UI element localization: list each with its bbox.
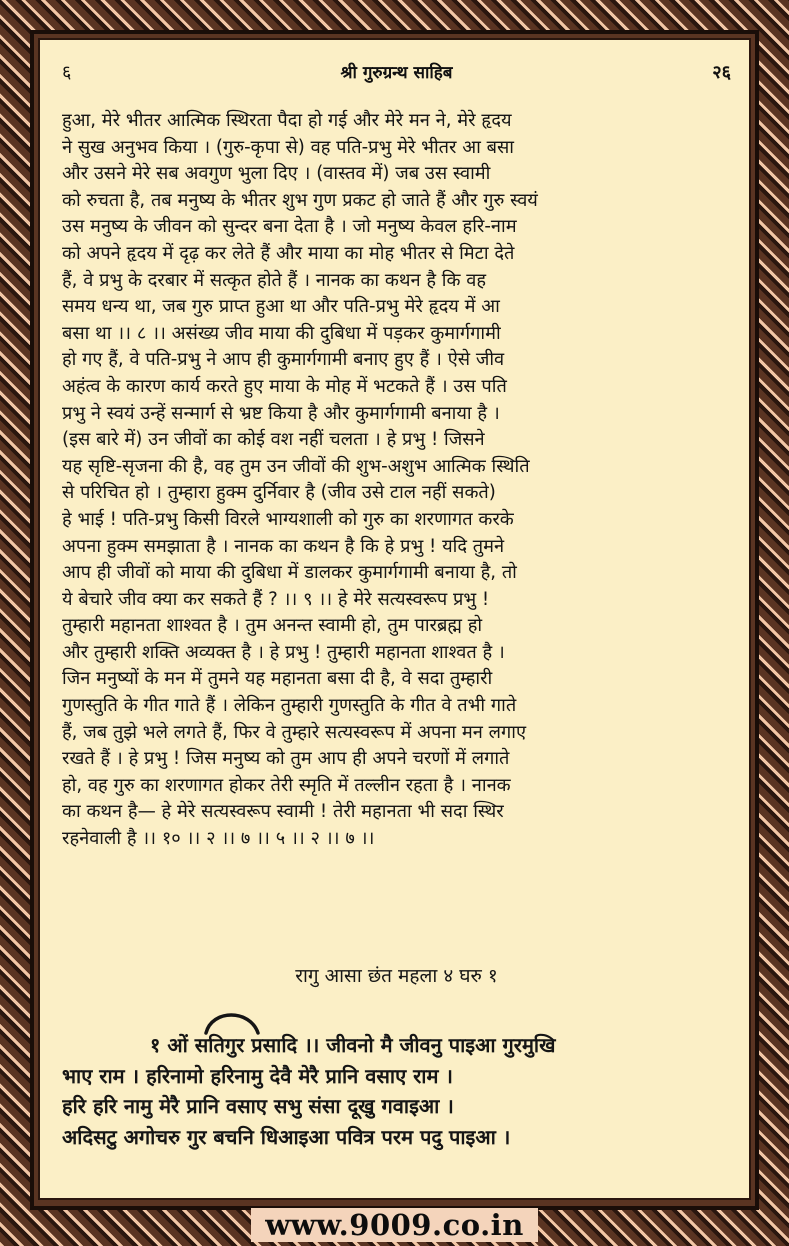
text-line: हुआ, मेरे भीतर आत्मिक स्थिरता पैदा हो गई और मेरे मन ने, मेरे हृदय: [62, 110, 512, 131]
text-line: हो, वह गुरु का शरणागत होकर तेरी स्मृति में तल्लीन रहता है । नानक: [62, 774, 511, 796]
scripture-page: [38, 38, 751, 1200]
text-line: गुणस्तुति के गीत गाते हैं । लेकिन तुम्हारी गुणस्तुति के गीत वे तभी गाते: [62, 695, 517, 717]
verse-line: भाए राम । हरिनामो हरिनामु देवै मेरै प्रानि वसाए राम ।: [62, 1063, 453, 1088]
text-line: यह सृष्टि-सृजना की है, वह तुम उन जीवों की शुभ-अशुभ आत्मिक स्थिति: [62, 455, 530, 477]
website-watermark: [0, 1208, 789, 1244]
text-line: को रुचता है, तब मनुष्य के भीतर शुभ गुण प्रकट हो जाते हैं और गुरु स्वयं: [62, 189, 538, 211]
text-line: का कथन है— हे मेरे सत्यस्वरूप स्वामी ! तेरी महानता भी सदा स्थिर: [62, 801, 504, 823]
text-line: और उसने मेरे सब अवगुण भुला दिए । (वास्तव में) जब उस स्वामी: [62, 163, 491, 185]
text-line: समय धन्य था, जब गुरु प्राप्त हुआ था और पति-प्रभु मेरे हृदय में आ: [62, 296, 500, 318]
text-line: रहनेवाली है ।। १० ।। २ ।। ७ ।। ५ ।। २ ।। ७ ।।: [62, 828, 375, 850]
text-line: तुम्हारी महानता शाश्वत है । तुम अनन्त स्वामी हो, तुम पारब्रह्म हो: [62, 615, 483, 637]
verse-line: हरि हरि नामु मेरै प्रानि वसाए सभु संसा दूखु गवाइआ ।: [62, 1094, 454, 1118]
text-line: और तुम्हारी शक्ति अव्यक्त है । हे प्रभु ! तुम्हारी महानता शाश्वत है ।: [62, 641, 505, 663]
text-line: रखते हैं । हे प्रभु ! जिस मनुष्य को तुम आप ही अपने चरणों में लगाते: [62, 748, 510, 770]
text-line: हैं, जब तुझे भले लगते हैं, फिर वे तुम्हारे सत्यस्वरूप में अपना मन लगाए: [62, 721, 527, 743]
page-header: [40, 60, 753, 90]
text-line: बसा था ।। ८ ।। असंख्य जीव माया की दुबिधा में पड़कर कुमार्गगामी: [62, 322, 501, 344]
text-line: हो गए हैं, वे पति-प्रभु ने आप ही कुमार्गगामी बनाए हुए हैं । ऐसे जीव: [62, 349, 505, 371]
page-number: २६: [712, 62, 731, 83]
text-line: (इस बारे में) उन जीवों का कोई वश नहीं चलता । हे प्रभु ! जिसने: [62, 429, 485, 451]
text-line: ने सुख अनुभव किया । (गुरु-कृपा से) वह पति-प्रभु मेरे भीतर आ बसा: [62, 136, 515, 158]
gurbani-verse: [62, 1030, 752, 1152]
text-line: हे भाई ! पति-प्रभु किसी विरले भाग्यशाली को गुरु का शरणागत करके: [62, 508, 514, 530]
section-heading: रागु आसा छंत महला ४ घरु १: [295, 965, 498, 987]
text-line: को अपने हृदय में दृढ़ कर लेते हैं और माया का मोह भीतर से मिटा देते: [62, 242, 515, 264]
page-title: श्री गुरुग्रन्थ साहिब: [340, 63, 453, 83]
text-line: अहंत्व के कारण कार्य करते हुए माया के मोह में भटकते हैं । उस पति: [62, 375, 507, 397]
text-line: आप ही जीवों को माया की दुबिधा में डालकर कुमार्गगामी बनाया है, तो: [62, 562, 517, 584]
text-line: उस मनुष्य के जीवन को सुन्दर बना देता है । जो मनुष्य केवल हरि-नाम: [62, 216, 517, 238]
text-line: प्रभु ने स्वयं उन्हें सन्मार्ग से भ्रष्ट किया है और कुमार्गगामी बनाया है ।: [62, 402, 500, 424]
translation-text: [62, 108, 752, 853]
text-line: हैं, वे प्रभु के दरबार में सत्कृत होते हैं । नानक का कथन है कि वह: [62, 269, 487, 291]
text-line: से परिचित हो । तुम्हारा हुक्म दुर्निवार है (जीव उसे टाल नहीं सकते): [62, 482, 496, 504]
verse-line: १ ओं सतिगुर प्रसादि ।। जीवनो मै जीवनु पाइआ गुरमुखि: [150, 1033, 556, 1057]
text-line: अपना हुक्म समझाता है । नानक का कथन है कि हे प्रभु ! यदि तुमने: [62, 535, 505, 557]
verse-line: अदिसटु अगोचरु गुर बचनि धिआइआ पवित्र परम पदु पाइआ ।: [62, 1124, 511, 1149]
header-left-mark: ६: [62, 62, 72, 83]
text-line: ये बेचारे जीव क्या कर सकते हैं ? ।। ९ ।। हे मेरे सत्यस्वरूप प्रभु !: [62, 588, 490, 610]
website-url: www.9009.co.in: [251, 1208, 538, 1242]
text-line: जिन मनुष्यों के मन में तुमने यह महानता बसा दी है, वे सदा तुम्हारी: [62, 668, 493, 690]
